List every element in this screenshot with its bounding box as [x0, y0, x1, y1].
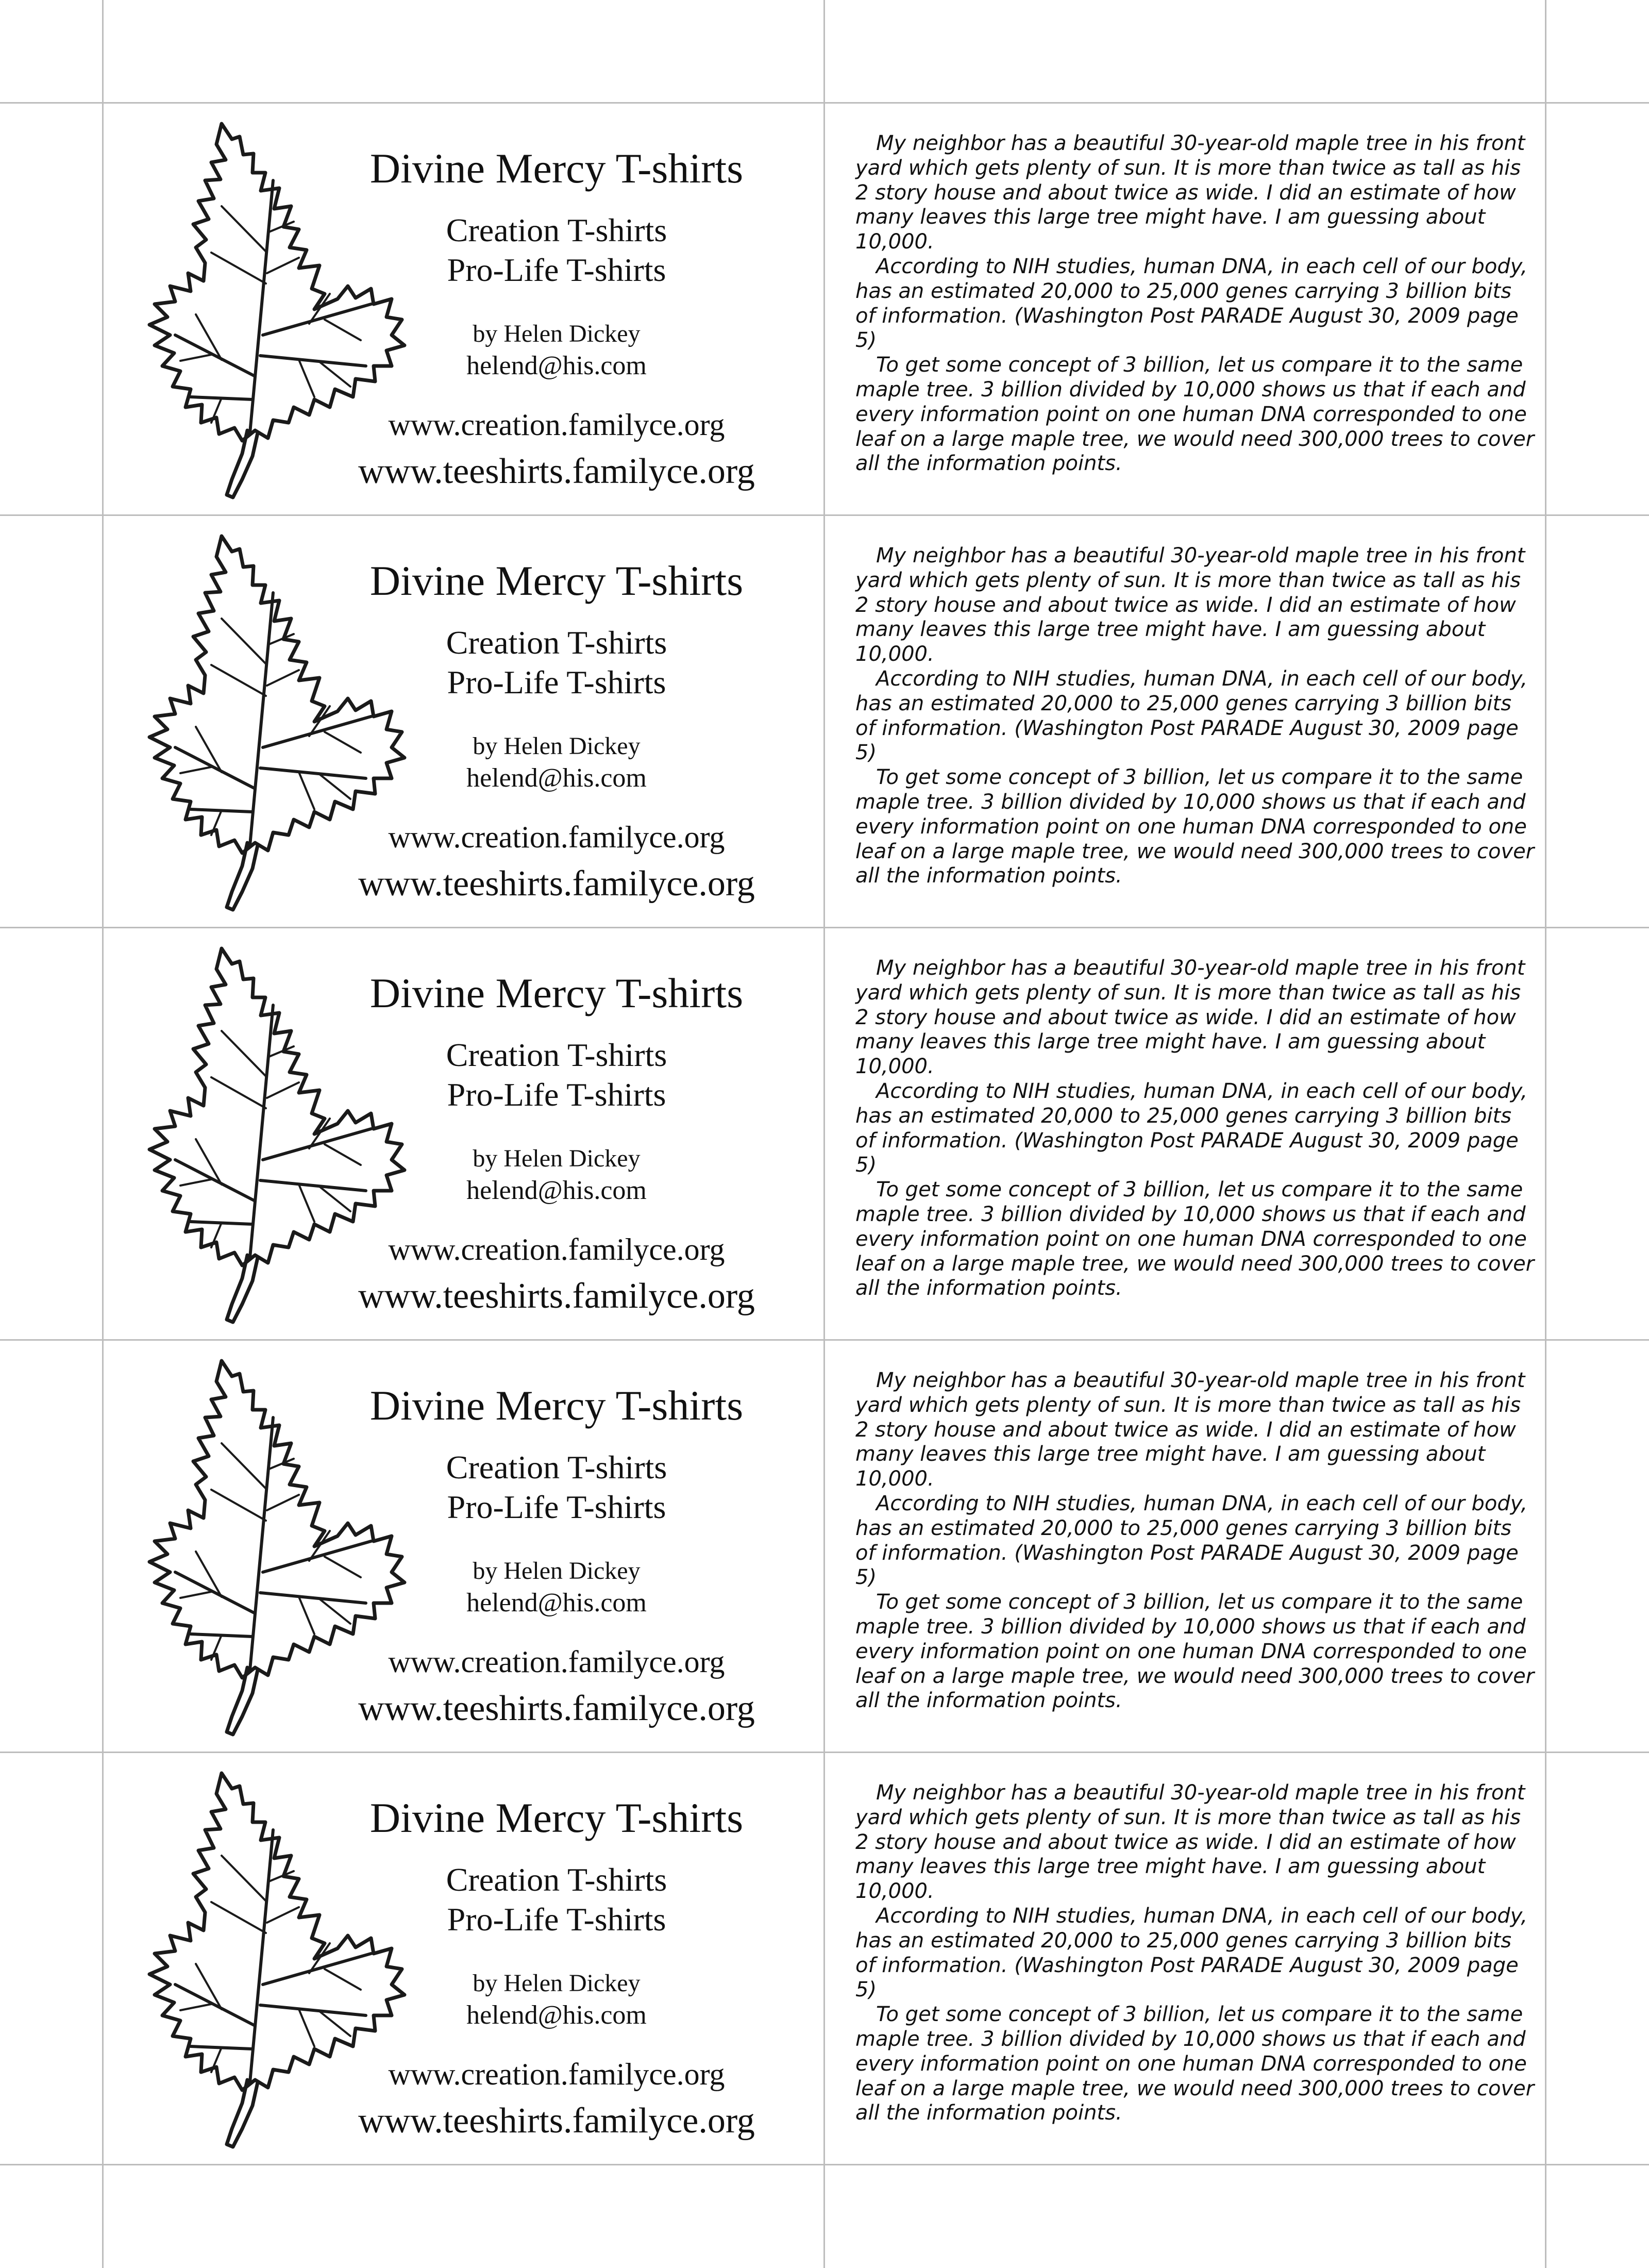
business-card — [103, 515, 1546, 928]
card-email: helend@his.com — [466, 351, 647, 380]
card-title: Divine Mercy T-shirts — [369, 1794, 744, 1841]
card-story — [855, 544, 1536, 889]
story-paragraph: To get some concept of 3 billion, let us compare it to the same maple tree. 3 billion divided by 10,000 shows us that if each and every information point on one human DNA corresponded to one leaf on a large maple tree, we would need 300,000 trees to cover all the information points. — [855, 353, 1535, 476]
card-website-teeshirts: www.teeshirts.familyce.org — [358, 2101, 755, 2141]
card-subtitle-prolife: Pro-Life T-shirts — [447, 1076, 666, 1113]
story-paragraph: To get some concept of 3 billion, let us compare it to the same maple tree. 3 billion divided by 10,000 shows us that if each and every information point on one human DNA corresponded to one leaf on a large maple tree, we would need 300,000 trees to cover all the information points. — [855, 1178, 1535, 1300]
card-info — [319, 103, 794, 515]
story-paragraph: My neighbor has a beautiful 30-year-old maple tree in his front yard which gets plenty of sun. It is more than twice as tall as his 2 story house and about twice as wide. I did an estimate of how many leaves this large tree might have. I am guessing about 10,000. — [855, 131, 1525, 254]
card-info — [319, 515, 794, 928]
story-paragraph: According to NIH studies, human DNA, in each cell of our body, has an estimated 20,000 to 25,000 genes carrying 3 billion bits of information. (Washington Post PARADE August 30, 2009 page 5) — [855, 254, 1528, 353]
story-paragraph: To get some concept of 3 billion, let us compare it to the same maple tree. 3 billion divided by 10,000 shows us that if each and every information point on one human DNA corresponded to one leaf on a large maple tree, we would need 300,000 trees to cover all the information points. — [855, 1590, 1535, 1713]
card-author: by Helen Dickey — [473, 320, 641, 347]
card-website-teeshirts: www.teeshirts.familyce.org — [358, 452, 755, 491]
story-paragraph: My neighbor has a beautiful 30-year-old maple tree in his front yard which gets plenty of sun. It is more than twice as tall as his 2 story house and about twice as wide. I did an estimate of how many leaves this large tree might have. I am guessing about 10,000. — [855, 544, 1525, 666]
card-email: helend@his.com — [466, 1588, 647, 1617]
card-email: helend@his.com — [466, 2000, 647, 2030]
story-paragraph: My neighbor has a beautiful 30-year-old maple tree in his front yard which gets plenty of sun. It is more than twice as tall as his 2 story house and about twice as wide. I did an estimate of how many leaves this large tree might have. I am guessing about 10,000. — [855, 956, 1525, 1079]
card-title: Divine Mercy T-shirts — [369, 1382, 744, 1429]
card-title: Divine Mercy T-shirts — [369, 557, 744, 604]
card-website-teeshirts: www.teeshirts.familyce.org — [358, 1276, 755, 1316]
card-story — [855, 1781, 1536, 2126]
card-subtitle-prolife: Pro-Life T-shirts — [447, 664, 666, 701]
business-card — [103, 1340, 1546, 1753]
card-website-creation: www.creation.familyce.org — [388, 820, 725, 854]
story-paragraph: My neighbor has a beautiful 30-year-old maple tree in his front yard which gets plenty of sun. It is more than twice as tall as his 2 story house and about twice as wide. I did an estimate of how many leaves this large tree might have. I am guessing about 10,000. — [855, 1781, 1525, 1904]
card-subtitle-creation: Creation T-shirts — [446, 1037, 667, 1073]
card-info — [319, 928, 794, 1340]
card-title: Divine Mercy T-shirts — [369, 145, 744, 192]
card-author: by Helen Dickey — [473, 732, 641, 760]
card-email: helend@his.com — [466, 1176, 647, 1205]
card-subtitle-creation: Creation T-shirts — [446, 1449, 667, 1486]
card-website-teeshirts: www.teeshirts.familyce.org — [358, 1689, 755, 1728]
card-subtitle-creation: Creation T-shirts — [446, 212, 667, 248]
card-info — [319, 1340, 794, 1753]
card-author: by Helen Dickey — [473, 1145, 641, 1172]
card-story — [855, 1369, 1536, 1713]
card-story — [855, 956, 1536, 1301]
card-subtitle-prolife: Pro-Life T-shirts — [447, 1901, 666, 1938]
story-paragraph: According to NIH studies, human DNA, in each cell of our body, has an estimated 20,000 to 25,000 genes carrying 3 billion bits of information. (Washington Post PARADE August 30, 2009 page 5) — [855, 1491, 1528, 1590]
card-subtitle-prolife: Pro-Life T-shirts — [447, 1489, 666, 1525]
card-title: Divine Mercy T-shirts — [369, 970, 744, 1016]
card-website-creation: www.creation.familyce.org — [388, 1645, 725, 1679]
card-email: helend@his.com — [466, 763, 647, 793]
story-paragraph: To get some concept of 3 billion, let us compare it to the same maple tree. 3 billion divided by 10,000 shows us that if each and every information point on one human DNA corresponded to one leaf on a large maple tree, we would need 300,000 trees to cover all the information points. — [855, 765, 1535, 888]
card-subtitle-creation: Creation T-shirts — [446, 1861, 667, 1898]
card-subtitle-prolife: Pro-Life T-shirts — [447, 252, 666, 288]
business-card — [103, 103, 1546, 515]
card-website-teeshirts: www.teeshirts.familyce.org — [358, 864, 755, 904]
card-website-creation: www.creation.familyce.org — [388, 1232, 725, 1266]
story-paragraph: To get some concept of 3 billion, let us compare it to the same maple tree. 3 billion divided by 10,000 shows us that if each and every information point on one human DNA corresponded to one leaf on a large maple tree, we would need 300,000 trees to cover all the information points. — [855, 2003, 1535, 2125]
card-website-creation: www.creation.familyce.org — [388, 408, 725, 442]
story-paragraph: My neighbor has a beautiful 30-year-old maple tree in his front yard which gets plenty of sun. It is more than twice as tall as his 2 story house and about twice as wide. I did an estimate of how many leaves this large tree might have. I am guessing about 10,000. — [855, 1369, 1525, 1491]
business-card — [103, 1753, 1546, 2165]
card-website-creation: www.creation.familyce.org — [388, 2057, 725, 2091]
card-story — [855, 131, 1536, 476]
card-info — [319, 1753, 794, 2165]
story-paragraph: According to NIH studies, human DNA, in each cell of our body, has an estimated 20,000 to 25,000 genes carrying 3 billion bits of information. (Washington Post PARADE August 30, 2009 page 5) — [855, 1079, 1528, 1177]
story-paragraph: According to NIH studies, human DNA, in each cell of our body, has an estimated 20,000 to 25,000 genes carrying 3 billion bits of information. (Washington Post PARADE August 30, 2009 page 5) — [855, 1904, 1528, 2002]
card-author: by Helen Dickey — [473, 1970, 641, 1997]
story-paragraph: According to NIH studies, human DNA, in each cell of our body, has an estimated 20,000 to 25,000 genes carrying 3 billion bits of information. (Washington Post PARADE August 30, 2009 page 5) — [855, 666, 1528, 765]
business-card — [103, 928, 1546, 1340]
card-author: by Helen Dickey — [473, 1557, 641, 1585]
card-subtitle-creation: Creation T-shirts — [446, 624, 667, 661]
